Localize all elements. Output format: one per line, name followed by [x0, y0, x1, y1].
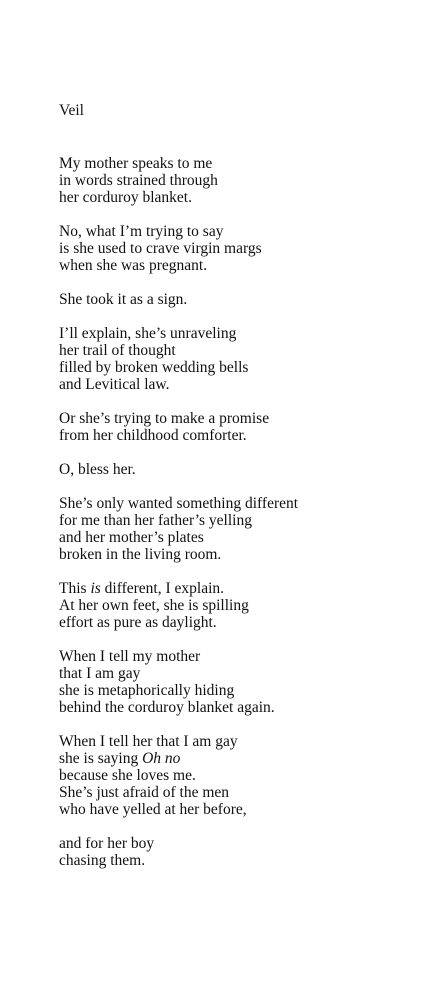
- italic-emphasis: is: [90, 580, 101, 597]
- poem-line: I’ll explain, she’s unraveling: [59, 325, 237, 342]
- poem-line: is she used to crave virgin margs: [59, 240, 262, 257]
- poem-line: [59, 750, 409, 767]
- line-text: This: [59, 580, 91, 597]
- poem-page: [59, 102, 409, 886]
- poem-line: [59, 580, 409, 597]
- italic-emphasis: Oh no: [142, 750, 181, 767]
- stanza: [59, 155, 409, 206]
- line-text: different, I explain.: [100, 580, 225, 597]
- poem-line: when she was pregnant.: [59, 257, 208, 274]
- stanza: [59, 291, 409, 308]
- poem-line: and Levitical law.: [59, 376, 170, 393]
- poem-line: because she loves me.: [59, 767, 196, 784]
- poem-line: in words strained through: [59, 172, 218, 189]
- stanza: [59, 580, 409, 631]
- stanza: [59, 495, 409, 563]
- poem-line: her corduroy blanket.: [59, 189, 192, 206]
- poem-line: effort as pure as daylight.: [59, 614, 217, 631]
- poem-line: She’s only wanted something different: [59, 495, 299, 512]
- poem-line: O, bless her.: [59, 461, 136, 478]
- poem-line: that I am gay: [59, 665, 141, 682]
- poem-line: and for her boy: [59, 835, 155, 852]
- poem-line: At her own feet, she is spilling: [59, 597, 249, 614]
- stanza: [59, 325, 409, 393]
- stanza: [59, 733, 409, 818]
- stanza: [59, 835, 409, 869]
- poem-line: My mother speaks to me: [59, 155, 213, 172]
- poem-line: broken in the living room.: [59, 546, 222, 563]
- line-text: she is saying: [59, 750, 143, 767]
- poem-line: chasing them.: [59, 852, 146, 869]
- poem-body: [59, 155, 409, 869]
- poem-line: When I tell her that I am gay: [59, 733, 238, 750]
- poem-line: No, what I’m trying to say: [59, 223, 224, 240]
- stanza: [59, 223, 409, 274]
- poem-line: When I tell my mother: [59, 648, 201, 665]
- poem-line: behind the corduroy blanket again.: [59, 699, 275, 716]
- poem-line: and her mother’s plates: [59, 529, 204, 546]
- poem-line: She’s just afraid of the men: [59, 784, 230, 801]
- poem-line: for me than her father’s yelling: [59, 512, 252, 529]
- stanza: [59, 648, 409, 716]
- stanza: [59, 461, 409, 478]
- poem-line: She took it as a sign.: [59, 291, 188, 308]
- poem-line: filled by broken wedding bells: [59, 359, 249, 376]
- stanza: [59, 410, 409, 444]
- poem-line: her trail of thought: [59, 342, 176, 359]
- poem-line: who have yelled at her before,: [59, 801, 247, 818]
- poem-title: Veil: [59, 102, 84, 119]
- poem-line: she is metaphorically hiding: [59, 682, 235, 699]
- poem-line: Or she’s trying to make a promise: [59, 410, 270, 427]
- poem-line: from her childhood comforter.: [59, 427, 247, 444]
